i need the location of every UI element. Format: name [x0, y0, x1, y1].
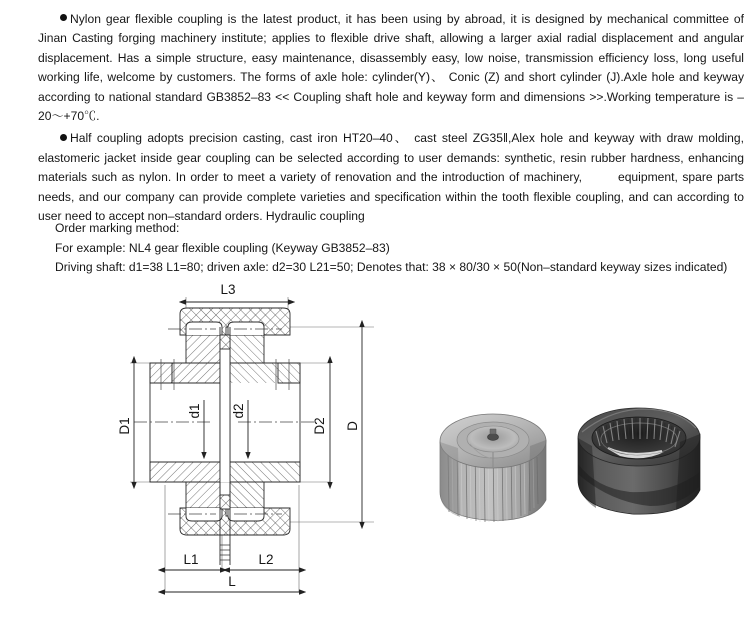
dimension-label-L1: L1	[183, 552, 199, 567]
order-marking-shaft-spec: Driving shaft: d1=38 L1=80; driven axle: d2=30 L21=50; Denotes that: 38 × 80/30 × 50(Non–standard keyway sizes indicated)	[55, 260, 728, 275]
order-marking-block	[55, 219, 727, 278]
order-marking-heading: Order marking method:	[55, 221, 180, 235]
dimension-label-D: D	[345, 421, 360, 431]
gear-hub-photo	[430, 396, 570, 528]
order-marking-example: For example: NL4 gear flexible coupling (Keyway GB3852–83)	[55, 240, 390, 255]
dimension-label-d2: d2	[231, 403, 246, 419]
technical-drawing	[112, 280, 384, 602]
bullet-icon	[60, 14, 67, 21]
dimension-label-L: L	[228, 574, 236, 589]
bullet-icon	[60, 134, 67, 141]
paragraph-2-text-a: Half coupling adopts precision casting, cast iron HT20–40、 cast steel ZG35‖,Alex hole and keyway with draw molding, elastomeric jacket inside gear coupling can be selected according to user demands: synthetic, resin rubber hardness, enhancing materials such as nylon. In order to meet a variety of renovation and the introduction of machinery,	[38, 131, 744, 185]
nylon-toothed-sleeve-photo	[570, 398, 720, 526]
dimension-label-L2: L2	[258, 552, 274, 567]
dimension-label-D1: D1	[117, 417, 132, 435]
dimension-label-D2: D2	[312, 417, 327, 435]
paragraph-1-text: Nylon gear flexible coupling is the latest product, it has been using by abroad, it is designed by mechanical committee of Jinan Casting forging machinery institute; applies to flexible drive shaft, allowing a larger axial radial displacement and angular displacement. Has a simple structure, easy maintenance, disassembly easy, low noise, transmission efficiency loss, long useful working life, welcome by customers. The forms of axle hole: cylinder(Y)、 Conic (Z) and short cylinder (J).Axle hole and keyway according to national standard GB3852–83 << Coupling shaft hole and keyway form and dimensions >>.Working temperature is –20～+70℃.	[38, 12, 744, 124]
paragraph-1	[38, 10, 744, 126]
dimension-label-d1: d1	[187, 403, 202, 419]
paragraph-2-text-b: equipment, spare parts	[617, 170, 744, 185]
dimension-label-L3: L3	[220, 282, 236, 297]
product-photos	[430, 388, 730, 533]
paragraph-2	[38, 129, 744, 226]
paragraph-2-text-c: needs, and our company can provide complete varieties and specification within the tooth flexible coupling, and can according to user need to accept non–standard orders. Hydraulic coupling	[38, 189, 744, 224]
product-description	[38, 10, 744, 229]
